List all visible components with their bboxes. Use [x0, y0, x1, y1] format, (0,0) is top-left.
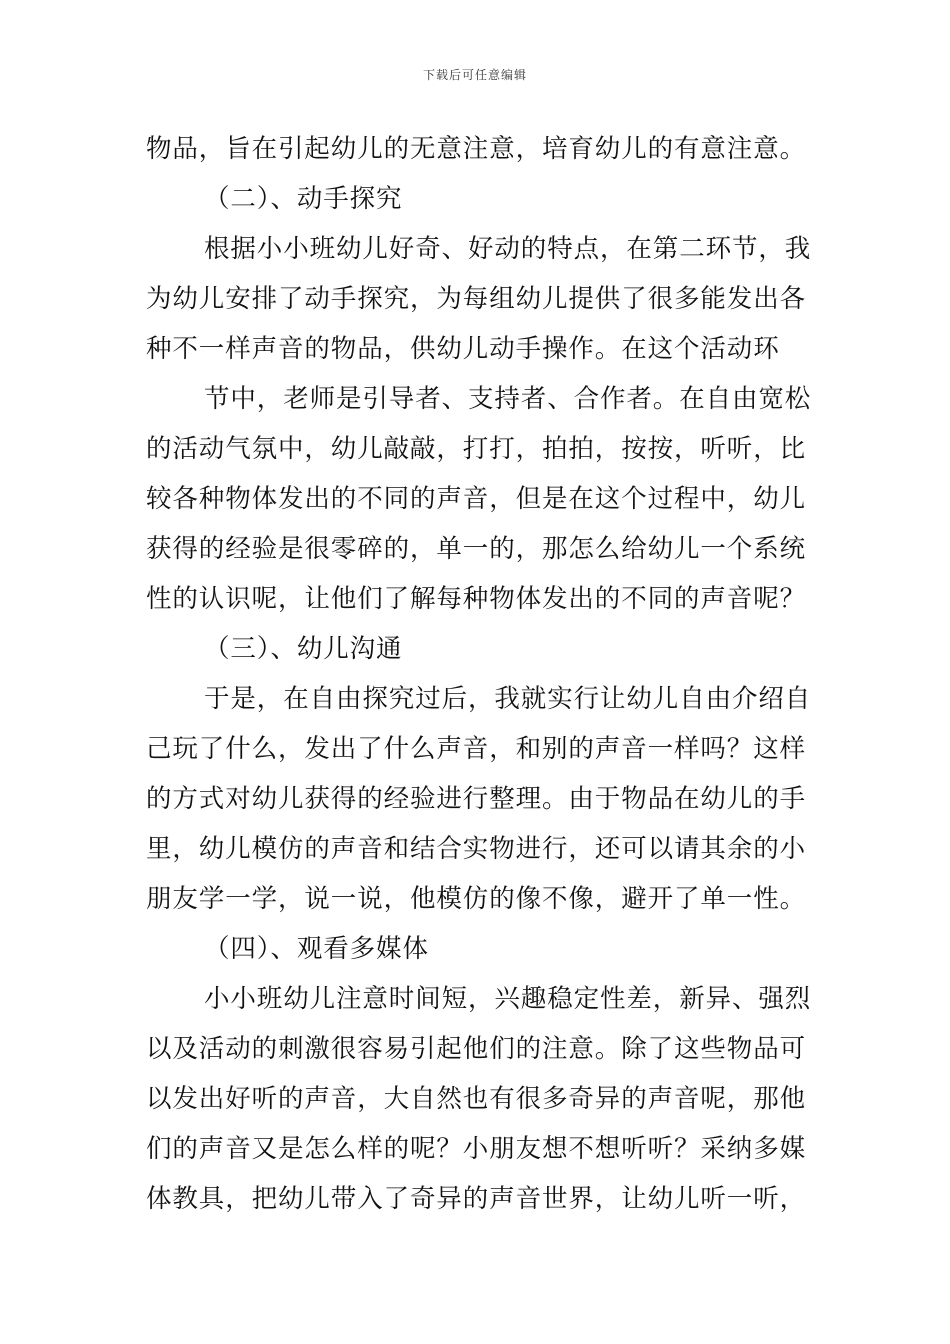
body-line: 以发出好听的声音，大自然也有很多奇异的声音呢，那他: [146, 1084, 807, 1114]
body-line: 较各种物体发出的不同的声音，但是在这个过程中，幼儿: [146, 484, 807, 514]
body-line: 性的认识呢，让他们了解每种物体发出的不同的声音呢？: [146, 584, 807, 614]
body-line: 为幼儿安排了动手探究，为每组幼儿提供了很多能发出各: [146, 284, 807, 314]
body-line: 种不一样声音的物品，供幼儿动手操作。在这个活动环: [146, 334, 780, 364]
body-line: 的活动气氛中，幼儿敲敲，打打，拍拍，按按，听听，比: [146, 434, 807, 464]
page-header: 下载后可任意编辑: [422, 68, 527, 82]
section-heading: （四）、观看多媒体: [204, 934, 429, 964]
body-line: 朋友学一学，说一说，他模仿的像不像，避开了单一性。: [146, 884, 807, 914]
section-heading: （三）、幼儿沟通: [204, 634, 403, 664]
section-heading: （二）、动手探究: [204, 184, 403, 214]
body-line: 己玩了什么，发出了什么声音，和别的声音一样吗？这样: [146, 734, 807, 764]
body-line: 小小班幼儿注意时间短，兴趣稳定性差，新异、强烈: [204, 984, 812, 1014]
body-line: 们的声音又是怎么样的呢？小朋友想不想听听？采纳多媒: [146, 1134, 807, 1164]
body-line: 的方式对幼儿获得的经验进行整理。由于物品在幼儿的手: [146, 784, 807, 814]
body-line: 节中，老师是引导者、支持者、合作者。在自由宽松: [204, 384, 812, 414]
body-line: 于是，在自由探究过后，我就实行让幼儿自由介绍自: [204, 684, 812, 714]
body-line: 物品，旨在引起幼儿的无意注意，培育幼儿的有意注意。: [146, 134, 807, 164]
body-line: 根据小小班幼儿好奇、好动的特点，在第二环节，我: [204, 234, 812, 264]
body-line: 体教具，把幼儿带入了奇异的声音世界，让幼儿听一听，: [146, 1184, 807, 1214]
body-line: 以及活动的刺激很容易引起他们的注意。除了这些物品可: [146, 1034, 807, 1064]
body-line: 里，幼儿模仿的声音和结合实物进行，还可以请其余的小: [146, 834, 807, 864]
body-line: 获得的经验是很零碎的，单一的，那怎么给幼儿一个系统: [146, 534, 807, 564]
